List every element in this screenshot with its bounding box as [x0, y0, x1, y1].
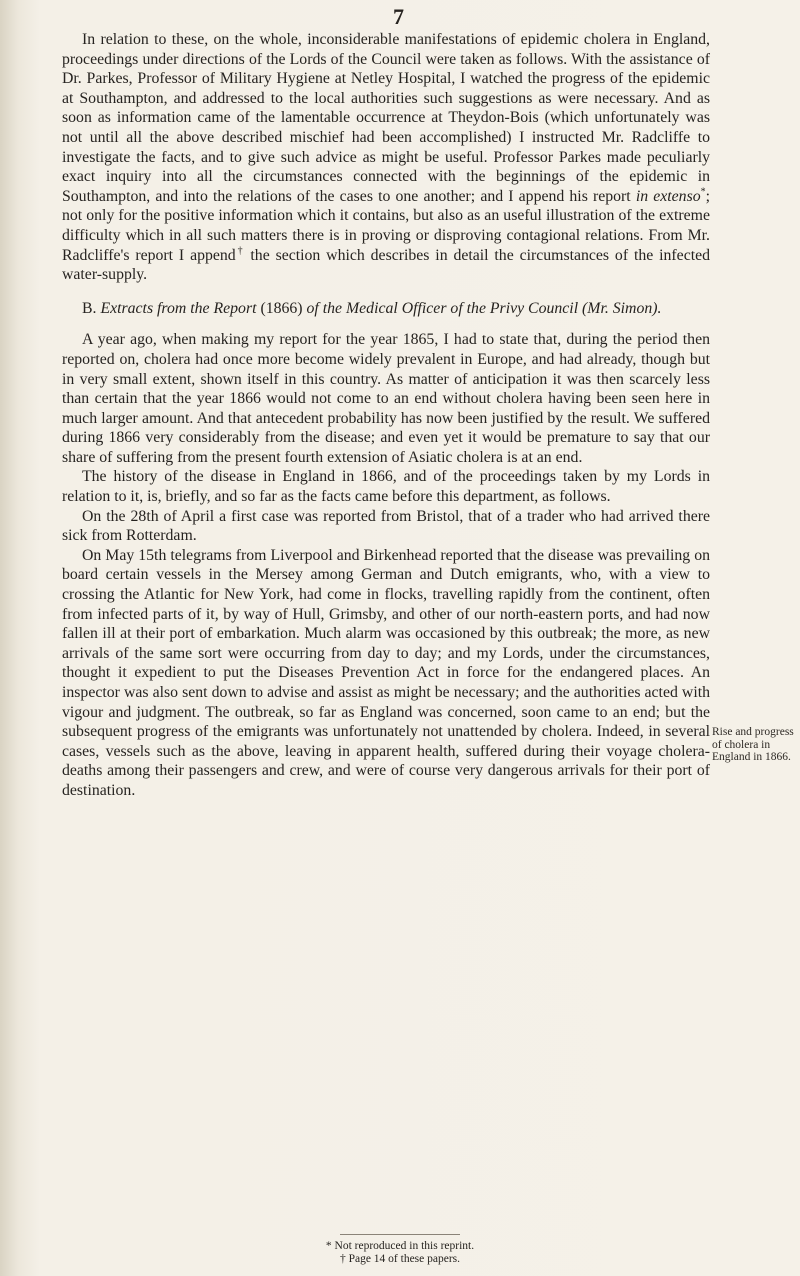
section-label: B. [82, 299, 97, 317]
text-column [62, 30, 710, 801]
footnotes [0, 1240, 800, 1266]
paragraph-history: The history of the disease in England in 1866, and of the proceedings taken by my Lords in relation to it, is, briefly, and so far as the facts came before this department, as follows. [62, 468, 710, 506]
page-number: 7 [393, 4, 404, 29]
italic-in-extenso: in extenso [635, 187, 701, 205]
footnote-mark-asterisk: * [700, 186, 706, 198]
footnote-mark-dagger: † [235, 245, 245, 257]
paragraph-bristol: On the 28th of April a first case was reported from Bristol, that of a trader who had arrived there sick from Rotterdam. [62, 507, 710, 545]
section-heading: B. Extracts from the Report (1866) of the Medical Officer of the Privy Council (Mr. Simon). [82, 299, 662, 317]
footnote-2: † Page 14 of these papers. [339, 1253, 461, 1265]
paragraph-liverpool: On May 15th telegrams from Liverpool and Birkenhead reported that the disease was prevailing on board certain vessels in the Mersey among German and Dutch emigrants, who, with a view to crossing the Atlantic for New York, had come in flocks, travelling rapidly from the continent, often from infected parts of it, by way of Hull, Grimsby, and other of our north-eastern ports, and had now fallen ill at their port of embarkation. Much alarm was occasioned by this outbreak; the more, as new arrivals of the same sort were occurring from day to day; and my Lords, under the circumstances, thought it expedient to put the Diseases Prevention Act in force for the endangered places. An inspector was also sent down to advise and assist as might be necessary; and the authorities acted with vigour and judgment. The outbreak, so far as England was concerned, soon came to an end; but the subsequent progress of the emigrants was unfortunately not unattended by cholera. Indeed, in several cases, vessels such as the above, leaving in apparent health, suffered during their voyage cholera-deaths among their passengers and crew, and were of course very dangerous arrivals for their port of destination. [62, 546, 710, 799]
margin-note: Rise and progress of cholera in England in 1866. [712, 726, 794, 763]
paragraph-intro: In relation to these, on the whole, inconsiderable manifestations of epidemic cholera in England, proceedings under directions of the Lords of the Council were taken as follows. With the assistance of Dr. Parkes, Professor of Military Hygiene at Netley Hospital, I watched the progress of the epidemic at Southampton, and addressed to the local authorities such suggestions as were necessary. And as soon as information came of the lamentable occurrence at Theydon-Bois (which unfortunately was not until all the above described mischief had been accomplished) I instructed Mr. Radcliffe to investigate the facts, and to give such advice as might be useful. Professor Parkes made peculiarly exact inquiry into all the circumstances connected with the beginnings of the epidemic in Southampton, and into the relations of the cases to one another; and I append his report in extenso*; not only for the positive information which it contains, but also as an useful illustration of the extreme difficulty which in all such matters there is in proving or disproving contagional relations. From Mr. Radcliffe's report I append† the section which describes in detail the circumstances of the infected water-supply. [62, 31, 711, 284]
paragraph-year-ago: A year ago, when making my report for the year 1865, I had to state that, during the period then reported on, cholera had once more become widely prevalent in Europe, and had already, though but in very small extent, shown itself in this country. As matter of anticipation it was then scarcely less than certain that the year 1866 would not come to an end without cholera having been seen here in much larger amount. And that antecedent probability has now been justified by the result. We suffered during 1866 very considerably from the disease; and even yet it would be premature to say that our share of suffering from the present fourth extension of Asiatic cholera is at an end. [62, 331, 710, 466]
footnote-divider [340, 1234, 460, 1235]
footnote-1: * Not reproduced in this reprint. [325, 1240, 475, 1252]
